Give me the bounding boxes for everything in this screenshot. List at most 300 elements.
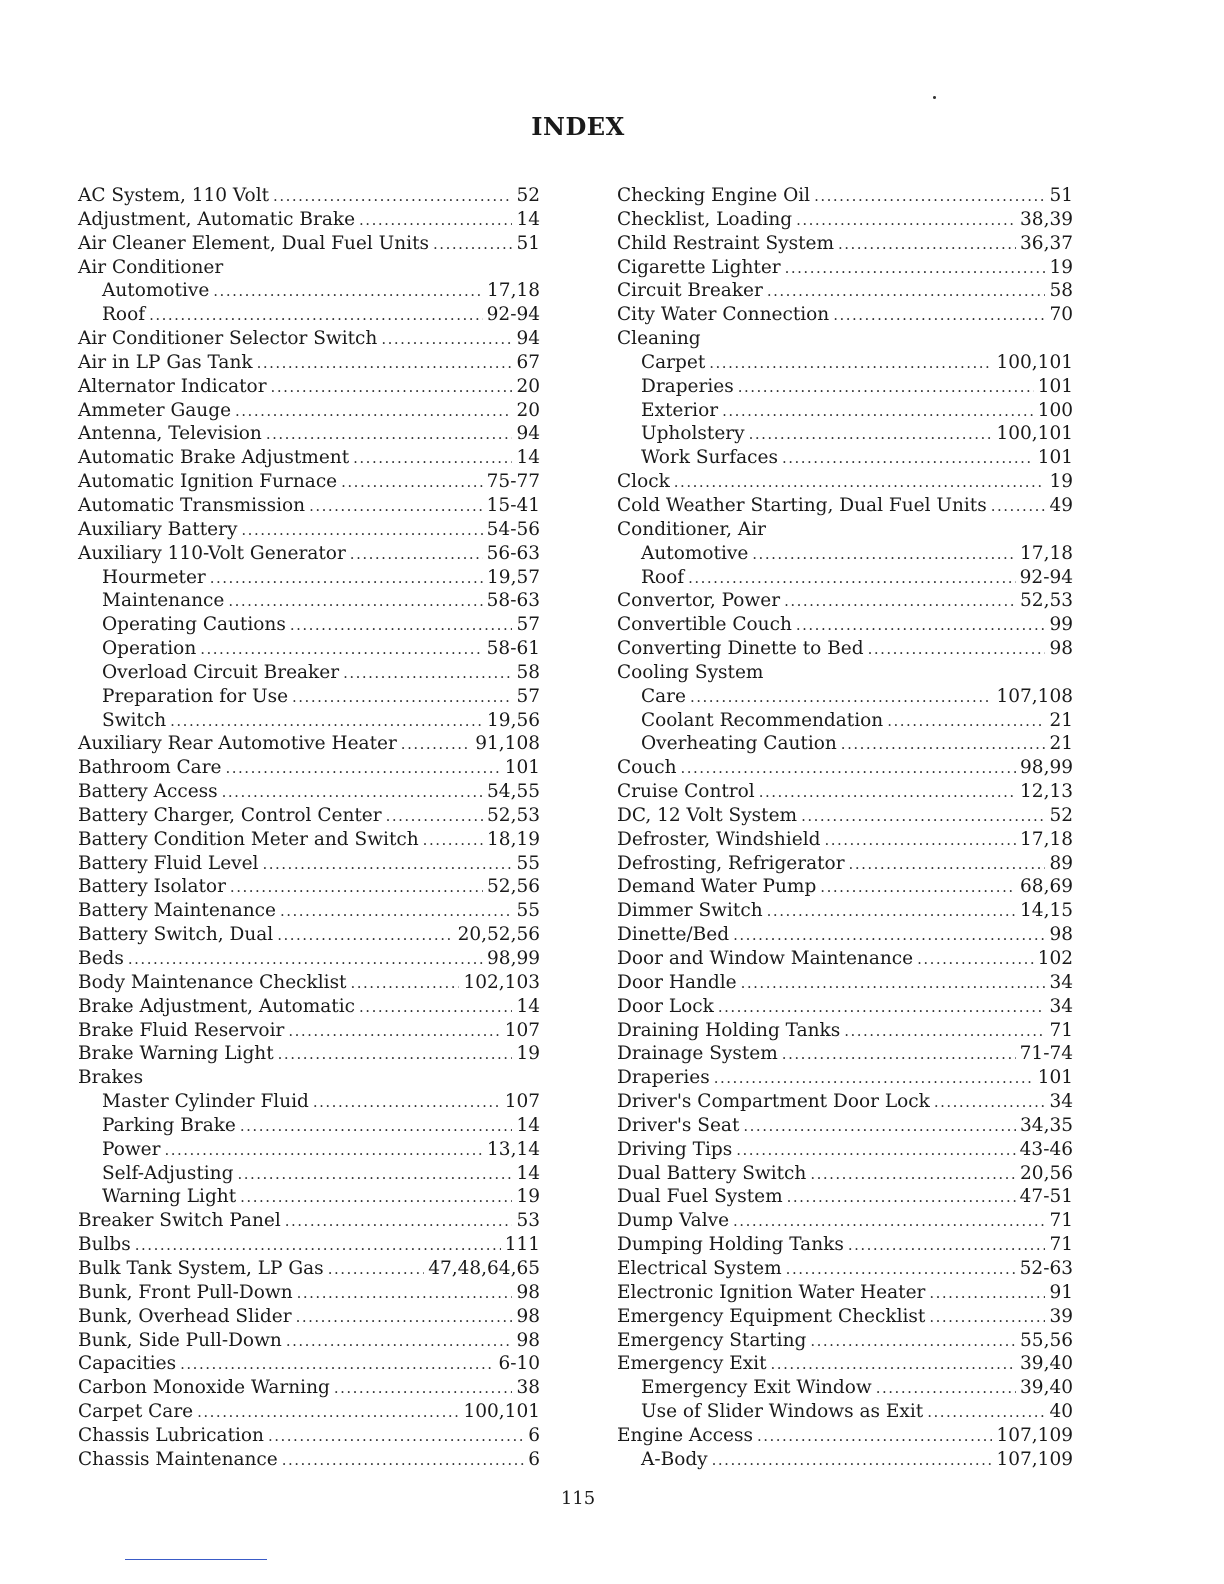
dot-leader (782, 447, 1034, 471)
index-entry (78, 1305, 540, 1329)
index-pages: 107 (504, 1019, 540, 1041)
dot-leader (844, 1020, 1045, 1044)
index-pages: 55 (516, 852, 540, 874)
index-term: Chassis Maintenance (78, 1448, 278, 1470)
index-entry (617, 1066, 1073, 1090)
index-pages: 55 (516, 900, 540, 922)
index-term: Capacities (78, 1353, 177, 1375)
index-subentry (78, 566, 540, 590)
dot-leader (277, 924, 453, 948)
dot-leader (709, 352, 992, 376)
index-subentry (78, 613, 540, 637)
index-term: Air Cleaner Element, Dual Fuel Units (78, 232, 430, 254)
index-subentry (617, 1448, 1073, 1472)
index-entry (617, 1138, 1073, 1162)
index-pages: 52 (1049, 804, 1073, 826)
index-entry (617, 1233, 1073, 1257)
index-term: Dimmer Switch (617, 900, 763, 922)
index-pages: 52-63 (1019, 1257, 1073, 1279)
index-pages: 14 (516, 208, 540, 230)
dot-leader (226, 757, 501, 781)
index-term: Automatic Transmission (78, 494, 306, 516)
index-term: Dinette/Bed (617, 924, 730, 946)
index-pages: 14,15 (1020, 900, 1073, 922)
index-entry (617, 1281, 1073, 1305)
dot-leader (820, 876, 1016, 900)
index-pages: 19 (1049, 471, 1073, 493)
index-term: Brake Fluid Reservoir (78, 1019, 285, 1041)
index-pages: 21 (1049, 733, 1073, 755)
index-entry (617, 518, 1073, 542)
index-term: Emergency Equipment Checklist (617, 1305, 926, 1327)
index-pages: 98 (516, 1281, 540, 1303)
index-term: Bunk, Front Pull-Down (78, 1281, 293, 1303)
index-pages: 39 (1049, 1305, 1073, 1327)
index-entry (78, 852, 540, 876)
dot-leader (280, 900, 512, 924)
index-term: Warning Light (102, 1186, 237, 1208)
dot-leader (841, 733, 1046, 757)
index-pages: 34 (1049, 971, 1073, 993)
index-entry (617, 303, 1073, 327)
index-pages: 39,40 (1020, 1377, 1073, 1399)
index-term: Brake Adjustment, Automatic (78, 995, 356, 1017)
dot-leader (796, 209, 1016, 233)
index-pages: 71 (1049, 1019, 1073, 1041)
index-entry (617, 995, 1073, 1019)
index-pages: 98 (1049, 638, 1073, 660)
index-entry (78, 971, 540, 995)
index-entry (617, 852, 1073, 876)
dot-leader (240, 1186, 512, 1210)
index-pages: 100,101 (996, 351, 1073, 373)
index-entry (617, 971, 1073, 995)
index-term: Preparation for Use (102, 685, 289, 707)
dot-leader (235, 400, 512, 424)
index-subentry (617, 399, 1073, 423)
index-subentry (78, 685, 540, 709)
index-pages: 71 (1049, 1234, 1073, 1256)
index-pages: 91,108 (475, 733, 540, 755)
dot-leader (674, 471, 1046, 495)
index-term: Parking Brake (102, 1114, 236, 1136)
index-term: Electrical System (617, 1257, 782, 1279)
index-term: Auxiliary Rear Automotive Heater (78, 733, 397, 755)
dot-leader (313, 1091, 501, 1115)
dot-leader (785, 257, 1046, 281)
index-pages: 100,101 (463, 1401, 540, 1423)
dot-leader (929, 1306, 1045, 1330)
index-term: Maintenance (102, 590, 225, 612)
index-entry (617, 1185, 1073, 1209)
dot-leader (752, 543, 1016, 567)
index-term: Roof (641, 566, 685, 588)
index-entry (78, 828, 540, 852)
index-term: Drainage System (617, 1043, 778, 1065)
index-term: Emergency Starting (617, 1329, 807, 1351)
index-term: Master Cylinder Fluid (102, 1091, 309, 1113)
index-pages: 52,53 (1020, 590, 1073, 612)
index-subentry (78, 661, 540, 685)
index-term: Work Surfaces (641, 447, 778, 469)
index-pages: 17,18 (487, 280, 540, 302)
index-pages: 107,109 (996, 1424, 1073, 1446)
index-pages: 54-56 (486, 518, 540, 540)
index-pages: 52,53 (487, 804, 540, 826)
dot-leader (297, 1282, 513, 1306)
index-entry (78, 923, 540, 947)
index-pages: 57 (516, 685, 540, 707)
index-term: Alternator Indicator (78, 375, 267, 397)
dot-leader (887, 710, 1045, 734)
dot-leader (240, 1115, 513, 1139)
index-term: Checklist, Loading (617, 208, 793, 230)
index-subentry (617, 709, 1073, 733)
index-entry (617, 1042, 1073, 1066)
dot-leader (285, 1210, 513, 1234)
dot-leader (228, 590, 482, 614)
dot-leader (767, 280, 1046, 304)
index-term: Battery Switch, Dual (78, 924, 274, 946)
index-entry (78, 1042, 540, 1066)
page-title: INDEX (531, 112, 625, 141)
index-term: Checking Engine Oil (617, 185, 811, 206)
index-entry (617, 1424, 1073, 1448)
index-entry (78, 1281, 540, 1305)
dot-leader (741, 972, 1046, 996)
index-pages: 55,56 (1020, 1329, 1073, 1351)
index-pages: 57 (516, 614, 540, 636)
dot-leader (292, 686, 512, 710)
index-term: AC System, 110 Volt (78, 185, 270, 206)
index-column-left (78, 184, 540, 1472)
index-term: Bunk, Overhead Slider (78, 1305, 292, 1327)
index-term: Air in LP Gas Tank (78, 351, 253, 373)
index-pages: 98,99 (1020, 757, 1073, 779)
index-pages: 91 (1049, 1281, 1073, 1303)
dot-leader (796, 614, 1046, 638)
index-entry (617, 1162, 1073, 1186)
index-subentry (78, 1114, 540, 1138)
index-pages: 52,56 (487, 876, 540, 898)
index-pages: 100 (1037, 399, 1073, 421)
index-entry (78, 351, 540, 375)
index-subentry (78, 589, 540, 613)
dot-leader (991, 495, 1046, 519)
index-term: Conditioner, Air (617, 518, 767, 540)
index-term: Carpet (641, 351, 706, 373)
index-term: Air Conditioner (78, 256, 224, 278)
index-pages: 53 (516, 1210, 540, 1232)
dot-leader (771, 1353, 1017, 1377)
index-term: Battery Access (78, 781, 218, 803)
dot-leader (782, 1043, 1016, 1067)
index-pages: 19 (1049, 256, 1073, 278)
dot-leader (810, 1330, 1016, 1354)
index-term: Driving Tips (617, 1138, 733, 1160)
dot-leader (334, 1377, 513, 1401)
dot-leader (197, 1401, 459, 1425)
index-term: Battery Fluid Level (78, 852, 259, 874)
index-pages: 20,52,56 (457, 924, 540, 946)
dot-leader (170, 710, 483, 734)
index-pages: 58-63 (486, 590, 540, 612)
dot-leader (917, 948, 1034, 972)
index-term: Draperies (641, 375, 734, 397)
index-subentry (617, 351, 1073, 375)
index-pages: 38 (516, 1377, 540, 1399)
index-pages: 58 (1049, 280, 1073, 302)
index-entry (617, 1019, 1073, 1043)
index-term: Emergency Exit (617, 1353, 767, 1375)
index-entry (78, 780, 540, 804)
index-pages: 6-10 (498, 1353, 540, 1375)
dot-leader (810, 1163, 1016, 1187)
dot-leader (353, 447, 512, 471)
index-term: Coolant Recommendation (641, 709, 884, 731)
dot-leader (241, 519, 482, 543)
index-pages: 17,18 (1020, 542, 1073, 564)
dot-leader (288, 1020, 500, 1044)
index-pages: 36,37 (1020, 232, 1073, 254)
index-subentry (78, 709, 540, 733)
index-pages: 43-46 (1019, 1138, 1073, 1160)
index-term: Circuit Breaker (617, 280, 763, 302)
dot-leader (876, 1377, 1016, 1401)
dot-leader (833, 304, 1045, 328)
index-entry (617, 1257, 1073, 1281)
index-entry (78, 470, 540, 494)
index-pages: 102,103 (463, 971, 540, 993)
index-pages: 13,14 (487, 1138, 540, 1160)
dot-leader (359, 209, 512, 233)
index-pages: 51 (1049, 185, 1073, 206)
dot-leader (927, 1401, 1045, 1425)
dot-leader (350, 543, 483, 567)
index-term: Driver's Seat (617, 1114, 740, 1136)
index-pages: 99 (1049, 614, 1073, 636)
index-term: Battery Charger, Control Center (78, 804, 382, 826)
index-term: Converting Dinette to Bed (617, 638, 864, 660)
index-subentry (78, 1090, 540, 1114)
index-subentry (78, 1162, 540, 1186)
index-entry (617, 1114, 1073, 1138)
dot-leader (786, 1258, 1016, 1282)
dot-leader (759, 781, 1016, 805)
dot-leader (309, 495, 483, 519)
index-term: Automotive (102, 280, 210, 302)
index-entry (617, 947, 1073, 971)
index-subentry (617, 566, 1073, 590)
index-term: Cold Weather Starting, Dual Fuel Units (617, 494, 987, 516)
dot-leader (273, 185, 512, 209)
index-term: Defroster, Windshield (617, 828, 821, 850)
index-entry (617, 875, 1073, 899)
index-term: Convertible Couch (617, 614, 792, 636)
index-pages: 20,56 (1020, 1162, 1073, 1184)
index-entry (78, 1019, 540, 1043)
index-entry (617, 828, 1073, 852)
index-term: Battery Isolator (78, 876, 226, 898)
dot-leader (328, 1258, 425, 1282)
index-entry (78, 1424, 540, 1448)
index-pages: 71-74 (1019, 1043, 1073, 1065)
index-pages: 18,19 (487, 828, 540, 850)
dot-leader (381, 328, 512, 352)
index-pages: 56-63 (486, 542, 540, 564)
index-entry (617, 589, 1073, 613)
dot-leader (767, 900, 1016, 924)
index-entry (78, 375, 540, 399)
index-term: Use of Slider Windows as Exit (641, 1401, 924, 1423)
index-term: Brakes (78, 1067, 144, 1089)
index-term: DC, 12 Volt System (617, 804, 798, 826)
index-entry (78, 1376, 540, 1400)
index-pages: 14 (516, 995, 540, 1017)
dot-leader (401, 733, 471, 757)
index-pages: 100,101 (996, 423, 1073, 445)
index-entry (617, 780, 1073, 804)
index-pages: 71 (1049, 1210, 1073, 1232)
index-term: Self-Adjusting (102, 1162, 234, 1184)
index-pages: 94 (516, 423, 540, 445)
dot-leader (286, 1330, 513, 1354)
index-pages: 98 (516, 1329, 540, 1351)
index-entry (617, 279, 1073, 303)
index-entry (78, 208, 540, 232)
index-term: Engine Access (617, 1424, 753, 1446)
index-term: Operation (102, 638, 197, 660)
index-subentry (78, 1138, 540, 1162)
index-term: Body Maintenance Checklist (78, 971, 347, 993)
index-term: Automotive (641, 542, 749, 564)
dot-leader (341, 471, 483, 495)
index-pages: 12,13 (1020, 781, 1073, 803)
index-term: Care (641, 685, 686, 707)
index-entry (617, 1329, 1073, 1353)
index-pages: 20 (516, 375, 540, 397)
index-pages: 98 (516, 1305, 540, 1327)
dot-leader (814, 185, 1045, 209)
index-pages: 34 (1049, 1091, 1073, 1113)
index-pages: 14 (516, 447, 540, 469)
index-subentry (617, 1400, 1073, 1424)
index-entry (78, 1257, 540, 1281)
index-pages: 107 (504, 1091, 540, 1113)
index-term: Auxiliary 110-Volt Generator (78, 542, 346, 564)
index-entry (78, 899, 540, 923)
dot-leader (824, 829, 1016, 853)
index-pages: 111 (504, 1234, 540, 1256)
index-subentry (617, 685, 1073, 709)
index-entry (617, 923, 1073, 947)
index-term: Exterior (641, 399, 719, 421)
dot-leader (180, 1353, 494, 1377)
dot-leader (343, 662, 512, 686)
dot-leader (934, 1091, 1046, 1115)
index-pages: 94 (516, 328, 540, 350)
index-entry (78, 184, 540, 208)
page-number: 115 (560, 1488, 596, 1509)
index-entry (78, 756, 540, 780)
index-pages: 101 (1037, 375, 1073, 397)
index-pages: 39,40 (1020, 1353, 1073, 1375)
index-term: Antenna, Television (78, 423, 262, 445)
dot-leader (838, 233, 1016, 257)
index-entry (617, 470, 1073, 494)
index-term: Carpet Care (78, 1401, 194, 1423)
footer-rule (125, 1559, 267, 1560)
index-entry (78, 1233, 540, 1257)
index-subentry (78, 637, 540, 661)
index-pages: 89 (1049, 852, 1073, 874)
index-term: Bulk Tank System, LP Gas (78, 1257, 324, 1279)
index-term: Cigarette Lighter (617, 256, 781, 278)
index-entry (617, 637, 1073, 661)
dot-leader (237, 1163, 512, 1187)
index-entry (78, 256, 540, 280)
dot-leader (351, 972, 460, 996)
dot-leader (128, 948, 483, 972)
index-pages: 6 (528, 1448, 540, 1470)
index-pages: 47,48,64,65 (428, 1257, 540, 1279)
dot-leader (266, 423, 513, 447)
index-pages: 101 (504, 757, 540, 779)
dot-leader (722, 400, 1034, 424)
index-pages: 14 (516, 1114, 540, 1136)
index-term: Door Lock (617, 995, 714, 1017)
index-term: Dumping Holding Tanks (617, 1234, 844, 1256)
dot-leader (213, 280, 483, 304)
index-entry (78, 1352, 540, 1376)
index-term: Bulbs (78, 1234, 131, 1256)
dot-leader (164, 1139, 483, 1163)
index-pages: 107,108 (996, 685, 1073, 707)
index-term: Overload Circuit Breaker (102, 661, 340, 683)
index-term: Ammeter Gauge (78, 399, 232, 421)
dot-leader (929, 1282, 1045, 1306)
index-term: Electronic Ignition Water Heater (617, 1281, 926, 1303)
dot-leader (688, 567, 1016, 591)
index-term: Automatic Ignition Furnace (78, 471, 338, 493)
index-term: Automatic Brake Adjustment (78, 447, 350, 469)
index-pages: 58-61 (486, 638, 540, 660)
index-entry (617, 256, 1073, 280)
index-subentry (78, 303, 540, 327)
index-pages: 21 (1049, 709, 1073, 731)
dot-leader (749, 423, 993, 447)
dot-leader (743, 1115, 1016, 1139)
dot-leader (282, 1449, 524, 1473)
dot-leader (423, 829, 483, 853)
index-pages: 101 (1037, 447, 1073, 469)
index-entry (617, 208, 1073, 232)
dot-leader (848, 1234, 1046, 1258)
index-entry (78, 518, 540, 542)
index-term: Adjustment, Automatic Brake (78, 208, 356, 230)
index-pages: 68,69 (1020, 876, 1073, 898)
dot-leader (736, 1139, 1015, 1163)
dot-leader (262, 853, 512, 877)
index-pages: 92-94 (1019, 566, 1073, 588)
index-subentry (617, 375, 1073, 399)
dot-leader (433, 233, 512, 257)
dot-leader (868, 638, 1046, 662)
dot-leader (718, 996, 1046, 1020)
index-entry (78, 1066, 540, 1090)
index-term: Draining Holding Tanks (617, 1019, 841, 1041)
index-entry (78, 399, 540, 423)
